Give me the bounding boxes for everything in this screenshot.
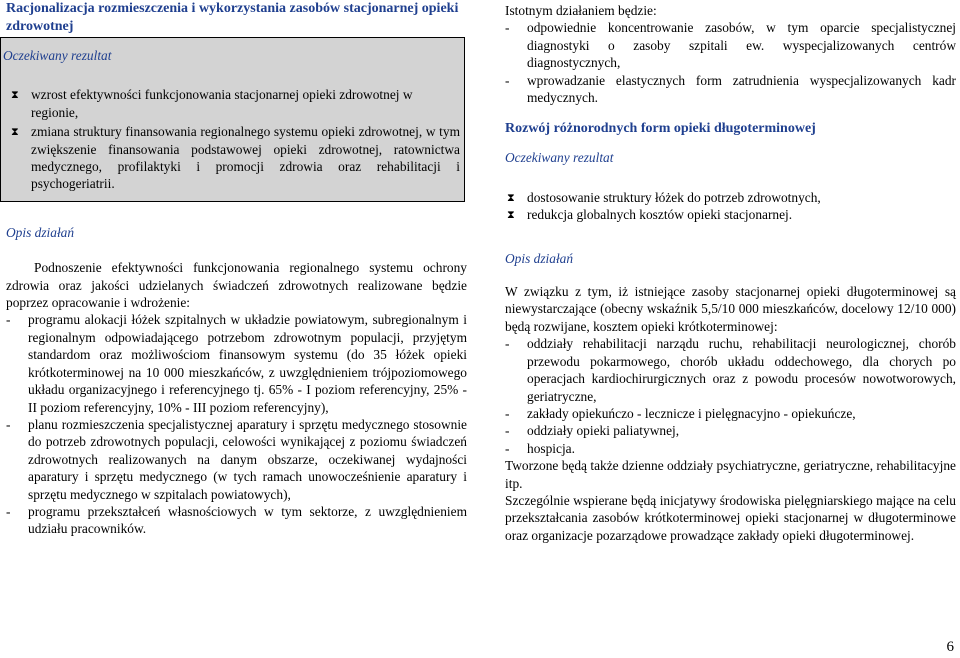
- list-item: - odpowiednie koncentrowanie zasobów, w tym oparcie specjalistycznej diagnostyki o zasoby szpitali ew. wyspecjalizowanych centrów diagnostycznych,: [505, 20, 956, 71]
- paragraph: Szczególnie wspierane będą inicjatywy środowiska pielęgniarskiego mające na celu przekształcania zasobów krótkoterminowej opieki stacjonarnej w długoterminowe oraz organizacje pozarządowe prowadzące zakłady opieki długoterminowej.: [505, 492, 956, 543]
- list-item: - oddziały opieki paliatywnej,: [505, 423, 680, 439]
- hourglass-bullet-icon: ⧗: [507, 190, 515, 204]
- hourglass-bullet-icon: ⧗: [11, 88, 19, 102]
- expected-result-label: Oczekiwany rezultat: [505, 150, 614, 166]
- hourglass-bullet-icon: ⧗: [11, 125, 19, 139]
- essential-label: Istotnym działaniem będzie:: [505, 3, 657, 18]
- right-column: [505, 0, 956, 544]
- hourglass-bullet-icon: ⧗: [507, 208, 515, 222]
- expected-result-list: [505, 189, 956, 224]
- list-item: - wprowadzanie elastycznych form zatrudnienia wyspecjalizowanych kadr medycznych.: [505, 72, 956, 106]
- list-item: - oddziały rehabilitacji narządu ruchu, rehabilitacji neurologicznej, chorób przewodu pokarmowego, chorób układu oddechowego, dla chorych po operacjach kardiochirurgicznych oraz z powodu procesów nowotworowych, geriatryczne,: [505, 336, 956, 404]
- bullet-item: ⧗ dostosowanie struktury łóżek do potrzeb zdrowotnych,: [507, 189, 821, 205]
- actions-label: Opis działań: [6, 224, 75, 240]
- bullet-item: ⧗ wzrost efektywności funkcjonowania stacjonarnej opieki zdrowotnej w regionie,: [11, 87, 413, 120]
- page-number: 6: [946, 638, 954, 655]
- actions-intro: Podnoszenie efektywności funkcjonowania regionalnego systemu ochrony zdrowia oraz jakości udzielanych świadczeń zdrowotnych realizowane będzie poprzez opracowanie i wdrożenie:: [6, 260, 467, 311]
- expected-result-label: Oczekiwany rezultat: [3, 48, 112, 63]
- list-item: - planu rozmieszczenia specjalistycznej aparatury i sprzętu medycznego stosownie do potrzeb zdrowotnych populacji, celowości wynikającej z poziomu świadczeń zdrowotnych realizowanych na danym obszarze, oczekiwanej wydajności aparatury i sprzętu medycznego (w tych ramach unowocześnienie aparatury i sprzętu medycznego w szpitalach powiatowych),: [6, 416, 467, 502]
- bullet-item: ⧗ redukcja globalnych kosztów opieki stacjonarnej.: [507, 207, 793, 223]
- paragraph: Tworzone będą także dzienne oddziały psychiatryczne, geriatryczne, rehabilitacyjne itp.: [505, 458, 956, 491]
- bullet-item: ⧗ zmiana struktury finansowania regionalnego systemu opieki zdrowotnej, w tym zwiększenie finansowania podstawowej opieki zdrowotnej, ratownictwa medycznego, profilaktyki i promocji zdrowia oraz rehabilitacji i psychogeriatrii.: [11, 124, 460, 192]
- actions-intro: W związku z tym, iż istniejące zasoby stacjonarnej opieki długoterminowej są niewystarczające (obecny wskaźnik 5,5/10 000 mieszkańców, docelowy 12/10 000) będą rozwijane, kosztem opieki krótkoterminowej:: [505, 284, 956, 334]
- list-item: - zakłady opiekuńczo - lecznicze i pielęgnacyjno - opiekuńcze,: [505, 405, 856, 421]
- list-item: - programu przekształceń własnościowych w tym sektorze, z uwzględnieniem udziału pracowników.: [6, 503, 467, 537]
- actions-label: Opis działań: [505, 250, 574, 266]
- section-title: Racjonalizacja rozmieszczenia i wykorzystania zasobów stacjonarnej opieki zdrowotnej: [6, 1, 459, 34]
- left-column: [3, 0, 467, 538]
- list-item: - programu alokacji łóżek szpitalnych w układzie powiatowym, subregionalnym i regionalnym odpowiadającego potrzebom zdrowotnym populacji, przyjętym standardom oraz możliwościom finansowym systemu (do 35 łóżek opieki krótkoterminowej na 10 000 mieszkańców, z uwzględnieniem trójpoziomowego układu organizacyjnego i referencyjnego tj. 65% - I poziom referencyjny, 25% - II poziom referencyjny, 10% - III poziom referencyjny),: [6, 312, 467, 415]
- expected-result-box: [0, 37, 465, 202]
- list-item: - hospicja.: [505, 440, 575, 456]
- section-title: Rozwój różnorodnych form opieki długoterminowej: [505, 121, 816, 137]
